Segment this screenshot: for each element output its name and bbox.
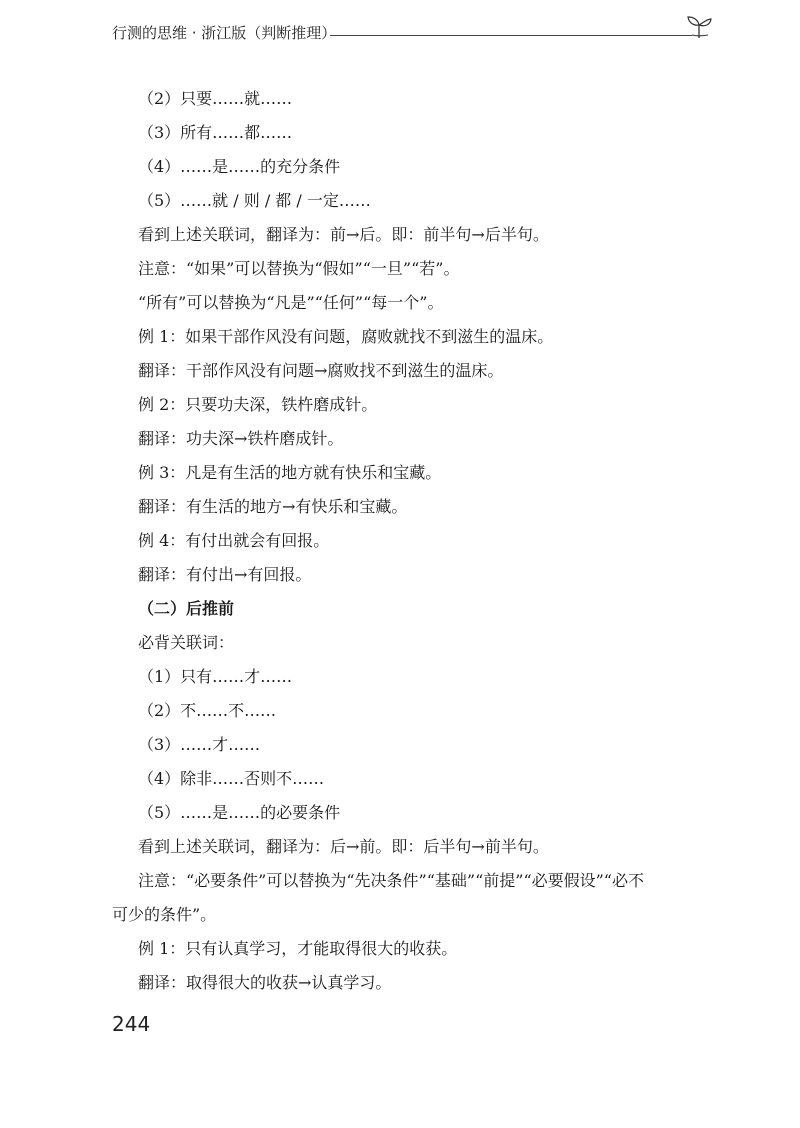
text-line: 翻译：功夫深→铁杵磨成针。 [138, 429, 344, 448]
text-line: “所有”可以替换为“凡是”“任何”“每一个”。 [138, 293, 444, 312]
sprout-icon [684, 14, 714, 40]
text-line: 翻译：干部作风没有问题→腐败找不到滋生的温床。 [138, 361, 504, 380]
text-line: 注意：“必要条件”可以替换为“先决条件”“基础”“前提”“必要假设”“必不 [138, 871, 644, 890]
text-line: 可少的条件”。 [112, 905, 217, 924]
header-rule [330, 35, 692, 36]
text-line: （5）……就 / 则 / 都 / 一定…… [138, 191, 371, 210]
text-line: （1）只有……才…… [138, 667, 293, 686]
section-heading: （二）后推前 [138, 599, 235, 618]
text-line: （2）只要……就…… [138, 89, 293, 108]
text-line: 例 1：如果干部作风没有问题，腐败就找不到滋生的温床。 [138, 327, 554, 346]
text-line: 例 3：凡是有生活的地方就有快乐和宝藏。 [138, 463, 442, 482]
text-line: 翻译：有生活的地方→有快乐和宝藏。 [138, 497, 408, 516]
text-line: （4）除非……否则不…… [138, 769, 325, 788]
text-line: 例 1：只有认真学习，才能取得很大的收获。 [138, 939, 458, 958]
page-number: 244 [112, 1012, 151, 1036]
text-line: （3）……才…… [138, 735, 261, 754]
text-line: 例 2：只要功夫深，铁杵磨成针。 [138, 395, 378, 414]
text-line: 翻译：有付出→有回报。 [138, 565, 312, 584]
text-line: （2）不……不…… [138, 701, 277, 720]
text-line: 看到上述关联词，翻译为：后→前。即：后半句→前半句。 [138, 837, 549, 856]
body-text [112, 82, 710, 1000]
text-line: 必背关联词： [138, 633, 235, 652]
text-line: 翻译：取得很大的收获→认真学习。 [138, 973, 392, 992]
text-line: 例 4：有付出就会有回报。 [138, 531, 330, 550]
text-line: 看到上述关联词，翻译为：前→后。即：前半句→后半句。 [138, 225, 549, 244]
running-title: 行测的思维 · 浙江版（判断推理） [112, 24, 337, 42]
text-line: 注意：“如果”可以替换为“假如”“一旦”“若”。 [138, 259, 460, 278]
page-header [112, 22, 712, 46]
text-line: （5）……是……的必要条件 [138, 803, 341, 822]
text-line: （3）所有……都…… [138, 123, 293, 142]
text-line: （4）……是……的充分条件 [138, 157, 341, 176]
